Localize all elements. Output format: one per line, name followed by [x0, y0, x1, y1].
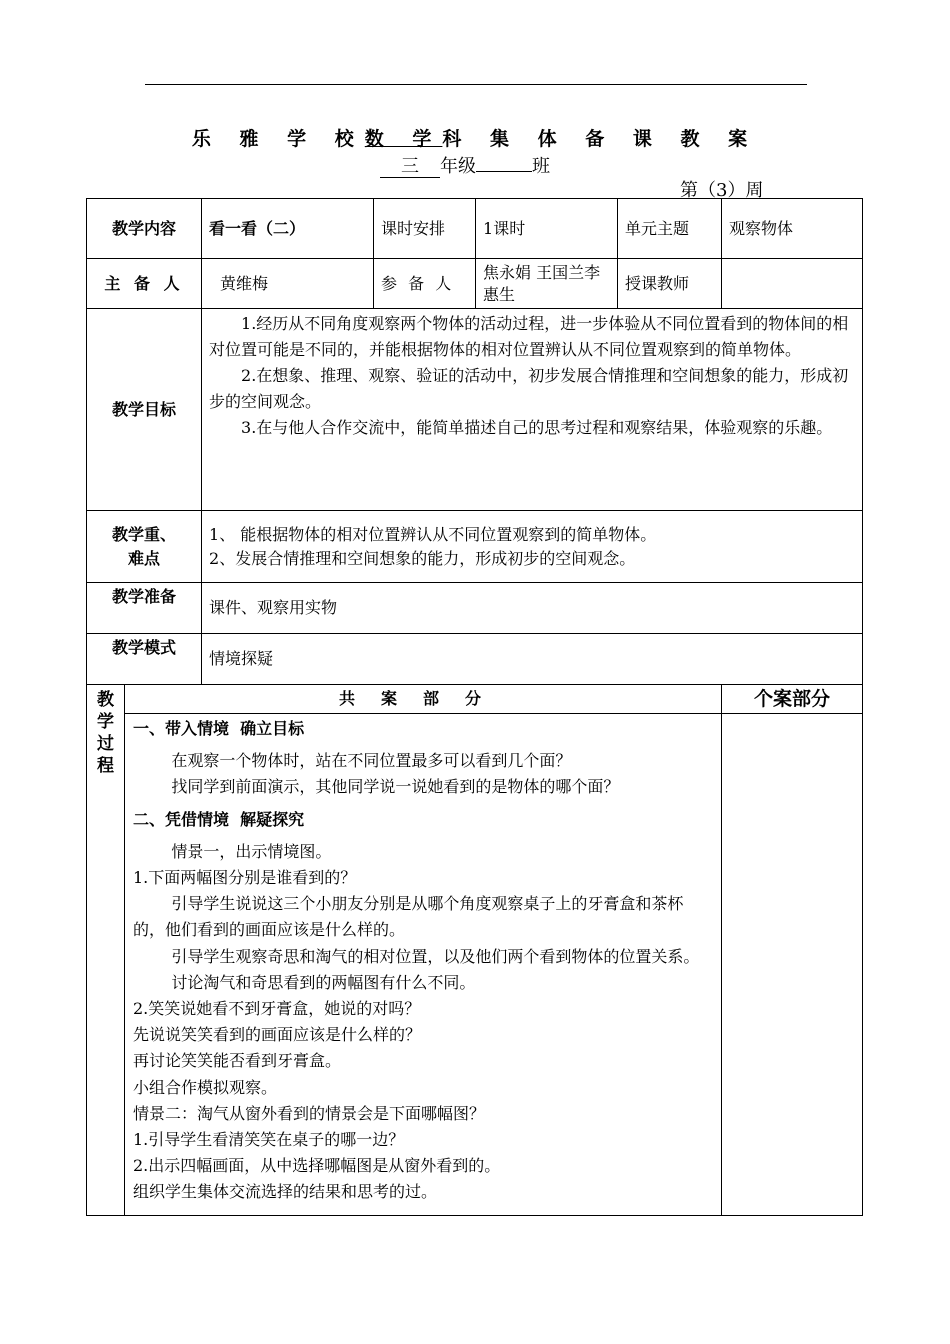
main-prep-value: 黄维梅: [202, 259, 374, 309]
unit-value: 观察物体: [722, 199, 863, 259]
hours-label: 课时安排: [374, 199, 476, 259]
individual-plan-content: [722, 714, 863, 1216]
process-line: 1.下面两幅图分别是谁看到的？: [133, 868, 357, 888]
main-prep-label: 主 备 人: [87, 259, 202, 309]
unit-label: 单元主题: [618, 199, 722, 259]
title-school: 乐 雅 学 校: [191, 128, 365, 150]
mode-value: 情境探疑: [202, 634, 863, 685]
process-line: 组织学生集体交流选择的结果和思考的过。: [133, 1182, 438, 1202]
class-label: 班: [532, 156, 550, 177]
goal-item: 1.经历从不同角度观察两个物体的活动过程，进一步体验从不同位置看到的物体间的相对位置可能是不同的，并能根据物体的相对位置辨认从不同位置观察到的简单物体。: [209, 314, 849, 359]
preparation-label: 教学准备: [87, 583, 202, 634]
shared-plan-content: [125, 714, 722, 1216]
process-line: 2.笑笑说她看不到牙膏盒，她说的对吗？: [133, 999, 421, 1019]
key-points-label: [87, 511, 202, 583]
goal-item: 3.在与他人合作交流中，能简单描述自己的思考过程和观察结果，体验观察的乐趣。: [241, 418, 833, 437]
grade-line: [380, 152, 550, 178]
process-line: 先说说笑笑看到的画面应该是什么样的？: [133, 1025, 422, 1045]
class-value: [476, 171, 532, 172]
process-line: 2.出示四幅画面，从中选择哪幅图是从窗外看到的。: [133, 1156, 501, 1176]
process-line: 引导学生观察奇思和淘气的相对位置，以及他们两个看到物体的位置关系。: [171, 946, 700, 966]
key-point-item: 1、 能根据物体的相对位置辨认从不同位置观察到的简单物体。: [209, 524, 657, 544]
teacher-label: 授课教师: [618, 259, 722, 309]
individual-plan-header: 个案部分: [722, 685, 863, 714]
content-value: 看一看（二）: [202, 199, 374, 259]
section-heading: 一、带入情境 确立目标: [133, 719, 305, 738]
hours-value: 1课时: [476, 199, 618, 259]
process-line: 小组合作模拟观察。: [133, 1077, 278, 1097]
co-prep-value: 焦永娟 王国兰李惠生: [476, 259, 618, 309]
preparation-value: 课件、观察用实物: [202, 583, 863, 634]
process-line: 情景一，出示情境图。: [171, 841, 332, 861]
page-title: [0, 124, 950, 151]
week-label: 第（3）周: [680, 180, 764, 201]
lesson-plan-table: [86, 198, 863, 1216]
teacher-value: [722, 259, 863, 309]
title-rest: 科 集 体 备 课 教 案: [442, 128, 759, 150]
key-point-item: 2、发展合情推理和空间想象的能力，形成初步的空间观念。: [209, 548, 636, 568]
key-points-content: [202, 511, 863, 583]
section-heading: 二、凭借情境 解疑探究: [133, 809, 305, 829]
mode-label: 教学模式: [87, 634, 202, 685]
grade-label: 年级: [440, 156, 476, 177]
title-subject: 数 学: [364, 128, 443, 150]
content-label: 教学内容: [87, 199, 202, 259]
header-rule: [145, 84, 807, 85]
goals-label: 教学目标: [87, 309, 202, 511]
process-line: 1.引导学生看清笑笑在桌子的哪一边？: [133, 1130, 405, 1150]
goal-item: 2.在想象、推理、观察、验证的活动中，初步发展合情推理和空间想象的能力，形成初步的空间观念。: [209, 366, 849, 411]
key-points-label-2: 难点: [128, 548, 161, 568]
process-line: 情景二：淘气从窗外看到的情景会是下面哪幅图？: [133, 1103, 486, 1123]
shared-plan-header: 共案部分: [125, 685, 722, 714]
process-line: 找同学到前面演示，其他同学说一说她看到的是物体的哪个面？: [171, 777, 620, 797]
co-prep-label: 参 备 人: [374, 259, 476, 309]
grade-value: 三: [380, 157, 440, 178]
process-line: 再讨论笑笑能否看到牙膏盒。: [133, 1051, 342, 1071]
process-label: 教 学 过 程: [87, 685, 125, 1216]
key-points-label-1: 教学重、: [112, 524, 177, 544]
process-line: 在观察一个物体时，站在不同位置最多可以看到几个面？: [171, 751, 572, 771]
process-line: 引导学生说说这三个小朋友分别是从哪个角度观察桌子上的牙膏盒和茶杯的，他们看到的画面应该是什么样的。: [133, 894, 684, 940]
goals-content: [202, 309, 863, 511]
process-line: 讨论淘气和奇思看到的两幅图有什么不同。: [171, 972, 476, 992]
